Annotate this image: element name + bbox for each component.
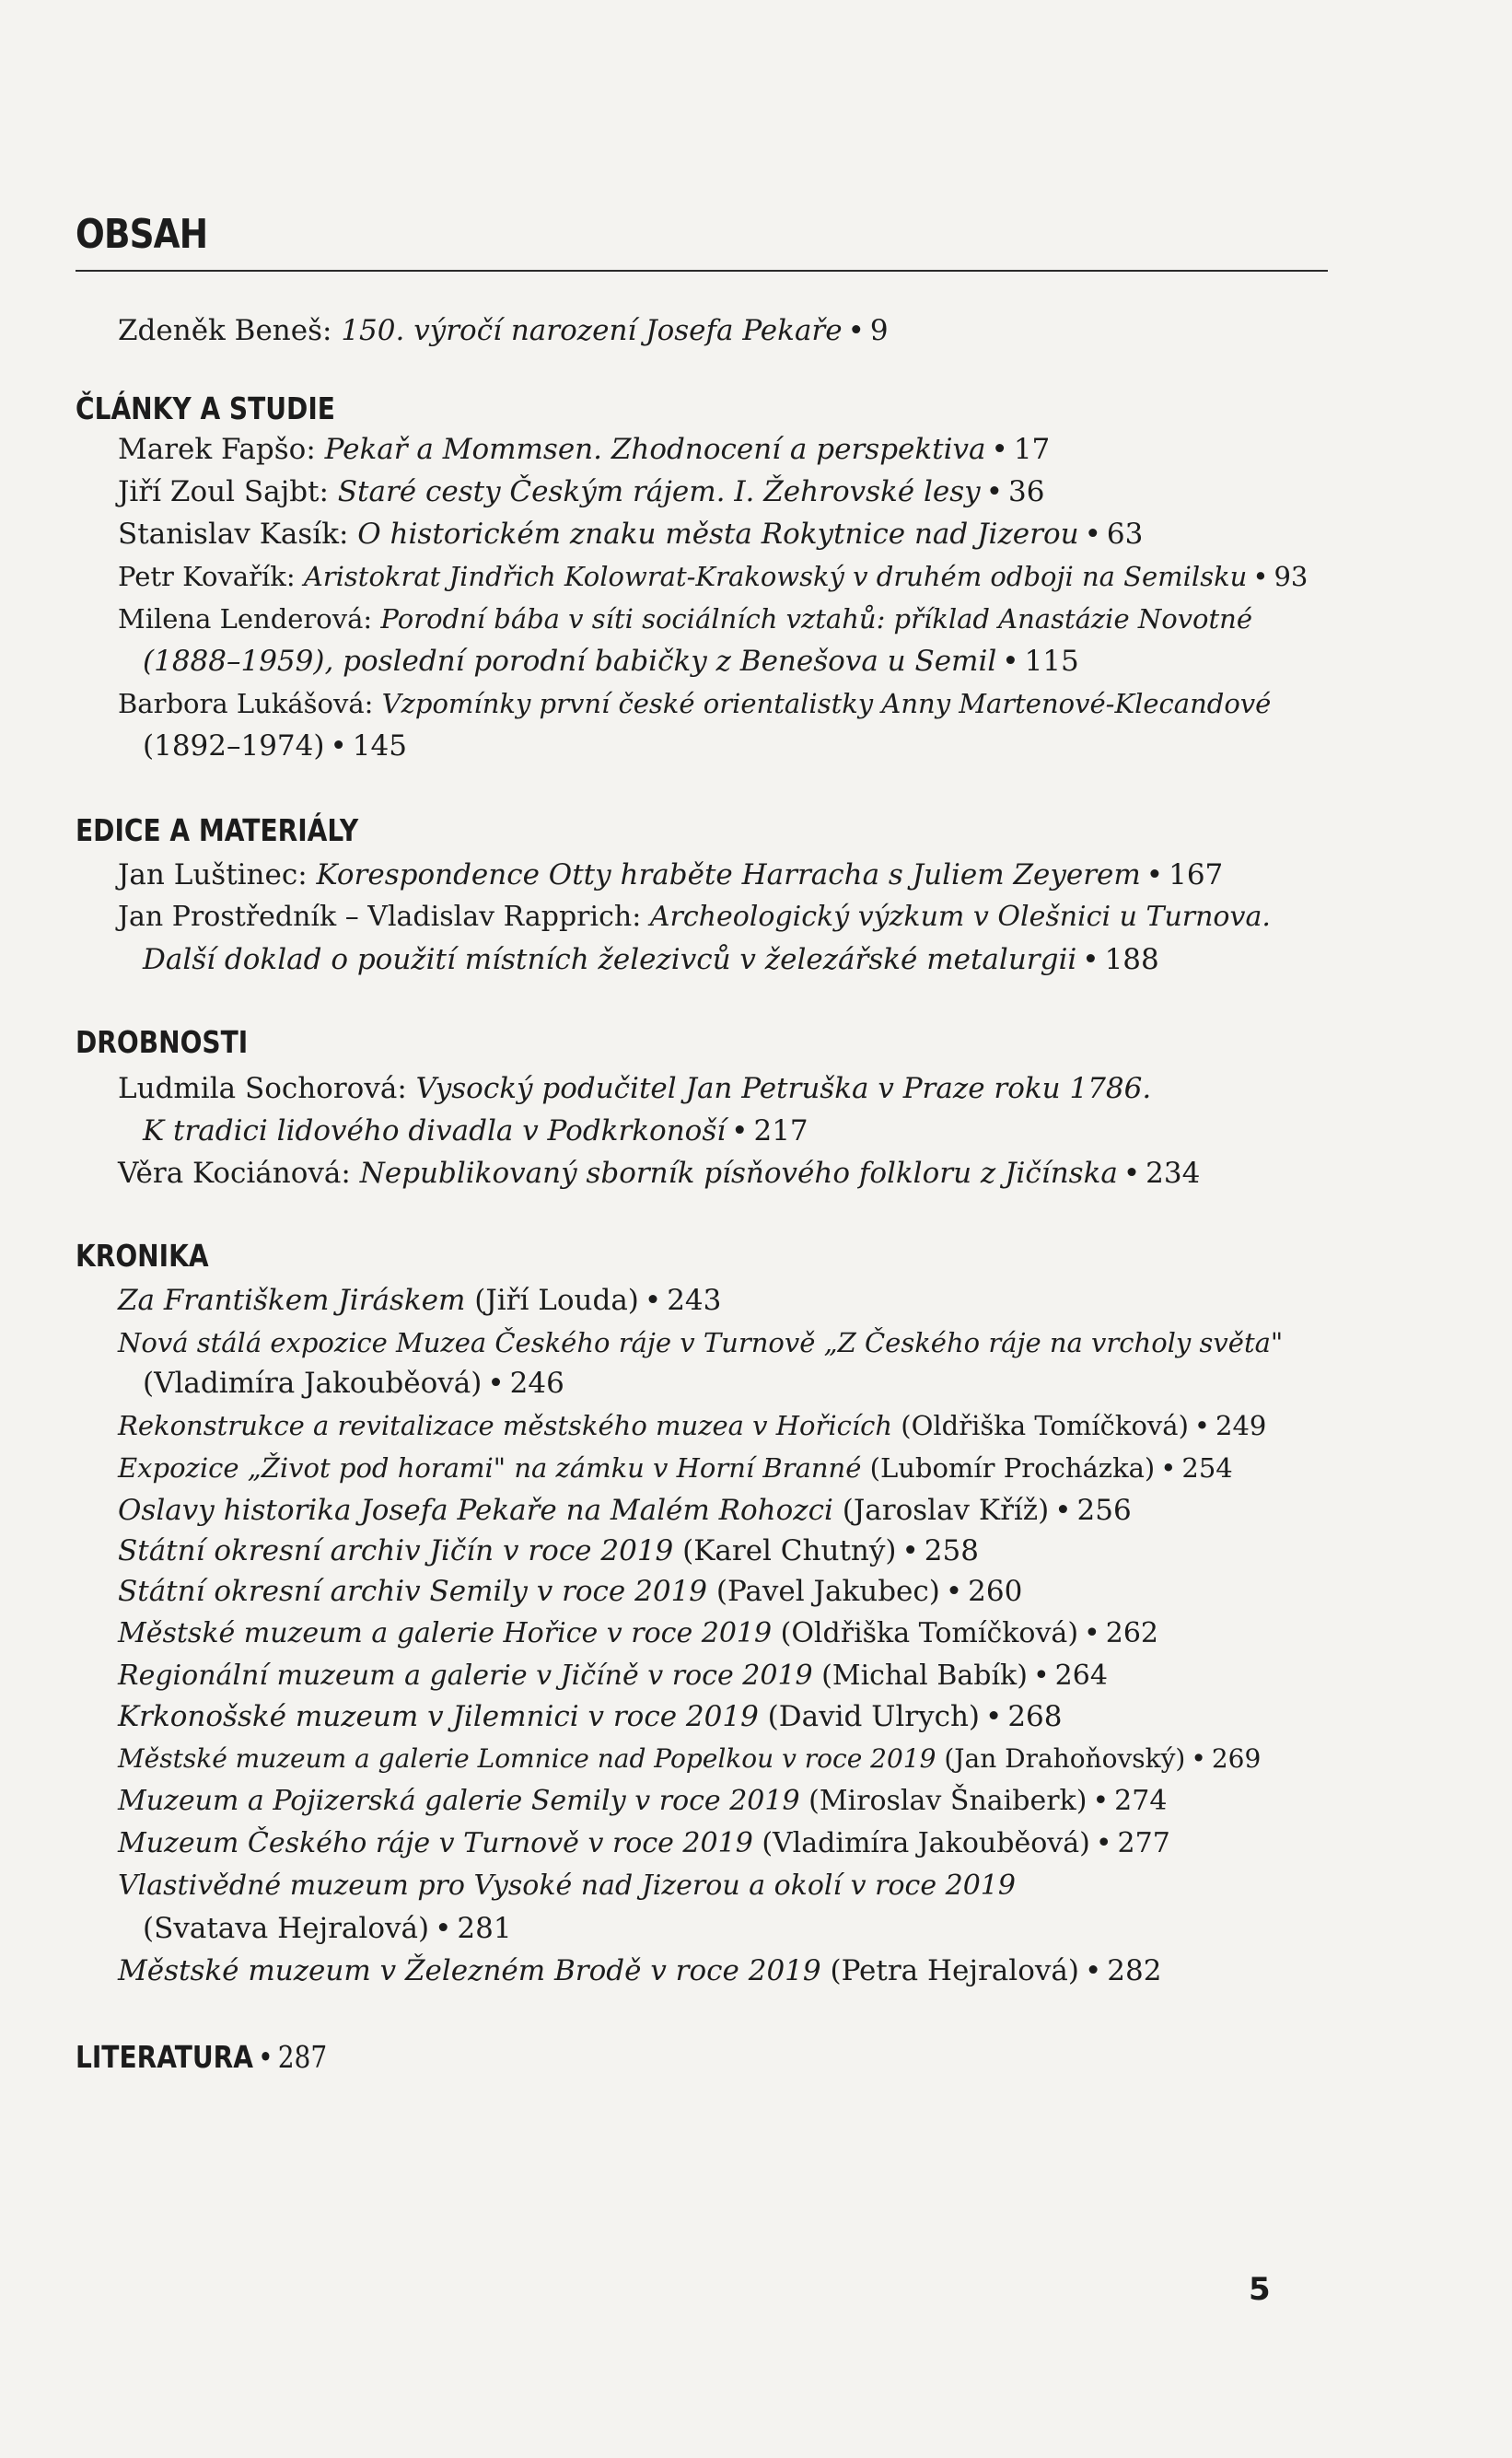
entry-page: 262 (1105, 1617, 1158, 1649)
section-heading-kronika: KRONIKA (76, 1238, 209, 1274)
entry-page: 254 (1181, 1452, 1233, 1484)
heading-label: LITERATURA (76, 2039, 253, 2075)
entry-page: 249 (1215, 1410, 1267, 1441)
entry-title: Nová stálá expozice Muzea Českého ráje v Turnově „Z Českého ráje na vrcholy světa" (118, 1327, 1284, 1358)
toc-entry[interactable] (118, 556, 1308, 597)
bullet-separator: • (731, 1114, 749, 1147)
toc-entry-intro[interactable] (118, 310, 889, 351)
section-heading-literatura[interactable] (76, 2037, 327, 2078)
entry-author: Marek Fapšo: (118, 433, 325, 466)
toc-entry[interactable] (118, 1153, 1200, 1194)
entry-author: Milena Lenderová: (118, 603, 381, 635)
toc-entry[interactable] (118, 1781, 1167, 1822)
page-number: 5 (1249, 2271, 1271, 2308)
entry-title: 150. výročí narození Josefa Pekaře (341, 314, 843, 347)
entry-author: Stanislav Kasík: (118, 518, 358, 551)
bullet-separator: • (644, 1284, 662, 1317)
section-heading-drobnosti: DROBNOSTI (76, 1024, 249, 1060)
entry-page: 256 (1076, 1494, 1132, 1527)
entry-title: (1892–1974) (143, 729, 325, 763)
entry-page: 115 (1024, 645, 1079, 678)
entry-title: Krkonošské muzeum v Jilemnici v roce 2019 (118, 1700, 759, 1733)
entry-title: Aristokrat Jindřich Kolowrat-Krakowský v druhém odboji na Semilsku (303, 561, 1248, 592)
bullet-separator: • (1084, 1954, 1102, 1987)
entry-title: Další doklad o použití místních železivců v železářské metalurgii (143, 943, 1077, 976)
entry-title: Porodní bába v síti sociálních vztahů: příklad Anastázie Novotné (380, 603, 1253, 635)
entry-page: 260 (968, 1575, 1023, 1608)
entry-author: (Vladimíra Jakouběová) (752, 1827, 1090, 1859)
entry-title: Oslavy historika Josefa Pekaře na Malém Rohozci (118, 1494, 833, 1527)
section-heading-clanky: ČLÁNKY A STUDIE (76, 390, 335, 426)
entry-author: (Miroslav Šnaiberk) (799, 1785, 1087, 1817)
entry-title: Nepublikovaný sborník písňového folkloru z Jičínska (359, 1157, 1118, 1190)
entry-title: Muzeum Českého ráje v Turnově v roce 2019 (118, 1827, 753, 1859)
entry-author: Jiří Zoul Sajbt: (118, 475, 338, 508)
bullet-separator: • (1193, 1410, 1211, 1441)
entry-title: Expozice „Život pod horami" na zámku v Horní Branné (118, 1452, 862, 1484)
entry-page: 234 (1146, 1157, 1201, 1190)
bullet-separator: • (1146, 858, 1164, 891)
bullet-separator: • (1160, 1452, 1177, 1484)
entry-title: Státní okresní archiv Semily v roce 2019 (118, 1575, 708, 1608)
entry-title: K tradici lidového divadla v Podkrkonoší (143, 1114, 727, 1147)
entry-title: Městské muzeum a galerie Hořice v roce 2019 (118, 1617, 773, 1649)
bullet-separator: • (985, 1700, 1003, 1733)
entry-page: 281 (457, 1912, 512, 1945)
toc-entry-continuation[interactable] (143, 641, 1079, 681)
entry-title: Archeologický výzkum v Olešnici u Turnova. (649, 901, 1271, 933)
entry-author: Věra Kociánová: (118, 1157, 360, 1190)
toc-entry[interactable] (118, 1068, 1151, 1109)
toc-entry[interactable] (118, 855, 1223, 895)
toc-entry-continuation[interactable] (143, 1363, 564, 1404)
bullet-separator: • (1191, 1743, 1206, 1774)
toc-entry[interactable] (118, 1866, 1016, 1906)
entry-author: (Svatava Hejralová) (143, 1912, 430, 1945)
toc-entry[interactable] (118, 1613, 1158, 1654)
bullet-separator: • (330, 729, 347, 763)
entry-page: 268 (1007, 1700, 1063, 1733)
toc-entry[interactable] (118, 897, 1271, 938)
toc-entry[interactable] (118, 1656, 1108, 1696)
toc-entry[interactable] (118, 1448, 1233, 1488)
entry-page: 9 (869, 314, 889, 347)
toc-entry[interactable] (118, 472, 1044, 512)
entry-author: (Pavel Jakubec) (707, 1575, 940, 1608)
entry-page: 264 (1054, 1660, 1108, 1692)
entry-title: Za Františkem Jiráskem (118, 1284, 466, 1317)
bullet-separator: • (1092, 1785, 1110, 1817)
entry-author: Zdeněk Beneš: (118, 314, 342, 347)
entry-title: Pekař a Mommsen. Zhodnocení a perspektiva (324, 433, 986, 466)
entry-page: 246 (509, 1367, 564, 1400)
bullet-separator: • (435, 1912, 452, 1945)
entry-author: Jan Prostředník – Vladislav Rapprich: (118, 901, 650, 933)
entry-page: 145 (352, 729, 407, 763)
entry-title: Regionální muzeum a galerie v Jičíně v roce 2019 (118, 1660, 813, 1692)
entry-author: (Jaroslav Kříž) (832, 1494, 1050, 1527)
bullet-separator: • (1032, 1660, 1050, 1692)
toc-entry[interactable] (118, 514, 1143, 554)
entry-title: (1888–1959), poslední porodní babičky z Benešova u Semil (143, 645, 997, 678)
bullet-separator: • (1095, 1827, 1112, 1859)
toc-entry-continuation[interactable] (143, 726, 407, 766)
entry-title: Muzeum a Pojizerská galerie Semily v roce 2019 (118, 1785, 800, 1817)
entry-page: 287 (277, 2039, 328, 2075)
entry-title: Vzpomínky první české orientalistky Anny Martenové-Klecandové (381, 688, 1272, 719)
entry-page: 188 (1104, 943, 1159, 976)
entry-page: 17 (1013, 433, 1051, 466)
bullet-separator: • (487, 1367, 505, 1400)
entry-page: 36 (1008, 475, 1045, 508)
entry-title: Vysocký podučitel Jan Petruška v Praze roku 1786. (415, 1072, 1152, 1105)
toc-entry[interactable] (118, 683, 1271, 724)
title-divider (76, 270, 1328, 272)
bullet-separator: • (1054, 1494, 1072, 1527)
entry-author: (Michal Babík) (812, 1660, 1028, 1692)
bullet-separator: • (1082, 943, 1099, 976)
entry-author: (Jiří Louda) (465, 1284, 639, 1317)
toc-entry-continuation[interactable] (143, 1111, 808, 1151)
bullet-separator: • (1084, 518, 1101, 551)
entry-author: Petr Kovařík: (118, 561, 304, 592)
entry-page: 269 (1211, 1743, 1262, 1774)
entry-author: Ludmila Sochorová: (118, 1072, 416, 1105)
toc-entry[interactable] (118, 1531, 979, 1571)
entry-title: Korespondence Otty hraběte Harracha s Juliem Zeyerem (316, 858, 1141, 891)
toc-entry[interactable] (118, 599, 1252, 639)
entry-author: Barbora Lukášová: (118, 688, 382, 719)
toc-entry[interactable] (118, 1571, 1022, 1612)
bullet-separator: • (1084, 1617, 1100, 1649)
entry-author: (Jan Drahoňovský) (936, 1743, 1186, 1774)
entry-page: 63 (1106, 518, 1144, 551)
entry-author: (Petra Hejralová) (820, 1954, 1079, 1987)
entry-author: (Vladimíra Jakouběová) (143, 1367, 483, 1400)
entry-author: (Lubomír Procházka) (861, 1452, 1156, 1484)
entry-title: Rekonstrukce a revitalizace městského muzea v Hořicích (118, 1410, 893, 1441)
entry-author: (Oldřiška Tomíčková) (892, 1410, 1189, 1441)
entry-page: 243 (667, 1284, 722, 1317)
toc-entry[interactable] (118, 1739, 1261, 1779)
entry-title: Městské muzeum v Železném Brodě v roce 2019 (118, 1954, 821, 1987)
entry-page: 93 (1274, 561, 1308, 592)
toc-entry-continuation[interactable] (143, 939, 1159, 980)
toc-entry-continuation[interactable] (143, 1908, 512, 1949)
toc-entry[interactable] (118, 429, 1050, 470)
toc-entry[interactable] (118, 1696, 1062, 1737)
entry-title: O historickém znaku města Rokytnice nad Jizerou (357, 518, 1079, 551)
bullet-separator: • (258, 2039, 273, 2075)
entry-page: 167 (1169, 858, 1224, 891)
toc-entry[interactable] (118, 1280, 721, 1321)
entry-page: 282 (1107, 1954, 1162, 1987)
entry-page: 217 (753, 1114, 808, 1147)
entry-title: Městské muzeum a galerie Lomnice nad Popelkou v roce 2019 (118, 1743, 936, 1774)
entry-page: 258 (924, 1534, 979, 1567)
entry-page: 277 (1117, 1827, 1170, 1859)
bullet-separator: • (1122, 1157, 1141, 1190)
toc-entry[interactable] (118, 1405, 1266, 1446)
entry-author: (Oldřiška Tomíčková) (772, 1617, 1079, 1649)
bullet-separator: • (945, 1575, 963, 1608)
bullet-separator: • (985, 475, 1003, 508)
entry-title: Vlastivědné muzeum pro Vysoké nad Jizerou a okolí v roce 2019 (118, 1870, 1016, 1902)
entry-author: (Karel Chutný) (673, 1534, 897, 1567)
entry-author: Jan Luštinec: (118, 858, 317, 891)
section-heading-edice: EDICE A MATERIÁLY (76, 812, 359, 848)
toc-entry[interactable] (118, 1490, 1132, 1531)
bullet-separator: • (901, 1534, 919, 1567)
bullet-separator: • (1252, 561, 1269, 592)
page-title: OBSAH (76, 211, 208, 259)
entry-title: Státní okresní archiv Jičín v roce 2019 (118, 1534, 674, 1567)
bullet-separator: • (847, 314, 865, 347)
toc-entry[interactable] (118, 1823, 1170, 1864)
toc-entry[interactable] (118, 1951, 1161, 1991)
entry-author: (David Ulrych) (758, 1700, 981, 1733)
bullet-separator: • (1002, 645, 1019, 678)
bullet-separator: • (991, 433, 1008, 466)
entry-title: Staré cesty Českým rájem. I. Žehrovské lesy (337, 475, 981, 508)
entry-page: 274 (1114, 1785, 1168, 1817)
toc-entry[interactable] (118, 1322, 1283, 1363)
